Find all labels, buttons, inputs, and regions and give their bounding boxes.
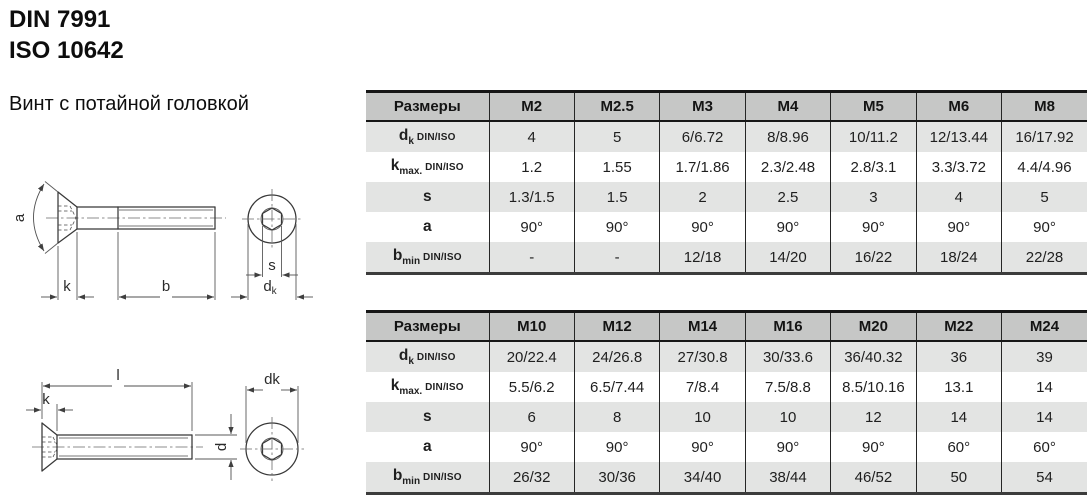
value-cell: 1.3/1.5 [489,182,574,212]
value-cell: 7/8.4 [660,372,745,402]
value-cell: 5.5/6.2 [489,372,574,402]
length-label: l [116,367,120,384]
value-cell: 46/52 [831,462,916,494]
value-cell: 4 [916,182,1001,212]
value-cell: 22/28 [1002,242,1087,274]
table-row [366,242,1087,274]
screw-side-view [26,367,237,480]
value-cell: 16/22 [831,242,916,274]
size-column-header: M22 [916,312,1001,342]
value-cell: 16/17.92 [1002,121,1087,152]
size-column-header: M12 [574,312,659,342]
size-column-header: M24 [1002,312,1087,342]
value-cell: 1.7/1.86 [660,152,745,182]
value-cell: 3.3/3.72 [916,152,1001,182]
value-cell: 38/44 [745,462,830,494]
value-cell: 6 [489,402,574,432]
value-cell: 2.8/3.1 [831,152,916,182]
value-cell: 30/33.6 [745,341,830,372]
row-label: $k_{max.}$ DIN/ISO [366,372,489,402]
value-cell: 12 [831,402,916,432]
table-row [366,182,1087,212]
value-cell: 5 [574,121,659,152]
socket-width-label: s [268,257,276,274]
size-column-header: M2 [489,92,574,122]
value-cell: 90° [745,212,830,242]
size-column-header: M5 [831,92,916,122]
value-cell: 27/30.8 [660,341,745,372]
value-cell: 6.5/7.44 [574,372,659,402]
b-dimension [118,232,215,300]
value-cell: 1.55 [574,152,659,182]
dimension-table [366,310,1087,495]
row-label: $k_{max.}$ DIN/ISO [366,152,489,182]
head-height-label: k [63,278,71,295]
value-cell: 6/6.72 [660,121,745,152]
head-dia-label: $d_k$ [263,278,277,297]
product-name: Винт с потайной головкой [9,93,249,115]
value-cell: 36/40.32 [831,341,916,372]
value-cell: 8.5/10.16 [831,372,916,402]
table-row [366,341,1087,372]
thread-length-label: b [161,278,171,295]
value-cell: 2.5 [745,182,830,212]
row-label: $d_k$ DIN/ISO [366,341,489,372]
value-cell: 30/36 [574,462,659,494]
value-cell: 60° [1002,432,1087,462]
dimension-table-m2-m8 [366,90,1087,275]
k-dimension [26,391,73,431]
table-row [366,212,1087,242]
row-label-header: Размеры [366,92,489,122]
value-cell: 90° [489,212,574,242]
value-cell: 4 [489,121,574,152]
value-cell: 90° [574,432,659,462]
value-cell: 10/11.2 [831,121,916,152]
screw-drawing-bottom [0,358,360,498]
value-cell: 60° [916,432,1001,462]
value-cell: 54 [1002,462,1087,494]
head-height-label: k [42,391,50,408]
title-block [9,4,249,116]
screw-end-view [240,371,304,481]
value-cell: 14 [1002,402,1087,432]
value-cell: 12/18 [660,242,745,274]
row-label: $b_{min}$ DIN/ISO [366,242,489,274]
value-cell: 90° [660,432,745,462]
value-cell: 90° [831,432,916,462]
value-cell: 1.5 [574,182,659,212]
value-cell: 90° [489,432,574,462]
dimension-table [366,90,1087,275]
value-cell: 39 [1002,341,1087,372]
value-cell: 20/22.4 [489,341,574,372]
table-row [366,462,1087,494]
value-cell: 34/40 [660,462,745,494]
value-cell: 10 [745,402,830,432]
standard-din: DIN 7991 [9,6,111,33]
screw-drawing-top [0,160,360,305]
value-cell: 18/24 [916,242,1001,274]
size-column-header: M16 [745,312,830,342]
value-cell: 90° [745,432,830,462]
table-row [366,402,1087,432]
table-row [366,152,1087,182]
value-cell: 8 [574,402,659,432]
row-label: $b_{min}$ DIN/ISO [366,462,489,494]
standard-iso: ISO 10642 [9,37,124,64]
dia-label: d [213,442,230,452]
angle-dimension [11,182,58,254]
value-cell: 7.5/8.8 [745,372,830,402]
value-cell: 4.4/4.96 [1002,152,1087,182]
dimension-table-m10-m24 [366,310,1087,495]
value-cell: 13.1 [916,372,1001,402]
value-cell: 24/26.8 [574,341,659,372]
value-cell: - [489,242,574,274]
row-label: s [366,182,489,212]
table-row [366,372,1087,402]
value-cell: 10 [660,402,745,432]
head-dia-label: dk [264,371,280,388]
value-cell: 26/32 [489,462,574,494]
value-cell: 14/20 [745,242,830,274]
value-cell: 90° [831,212,916,242]
size-column-header: M3 [660,92,745,122]
row-label: s [366,402,489,432]
size-column-header: M8 [1002,92,1087,122]
table-row [366,432,1087,462]
row-label-header: Размеры [366,312,489,342]
value-cell: 5 [1002,182,1087,212]
size-column-header: M6 [916,92,1001,122]
size-column-header: M4 [745,92,830,122]
l-dimension [42,367,192,431]
value-cell: 90° [574,212,659,242]
value-cell: 90° [660,212,745,242]
value-cell: 12/13.44 [916,121,1001,152]
size-column-header: M2.5 [574,92,659,122]
value-cell: 36 [916,341,1001,372]
value-cell: - [574,242,659,274]
value-cell: 90° [916,212,1001,242]
row-label: $d_k$ DIN/ISO [366,121,489,152]
value-cell: 90° [1002,212,1087,242]
angle-label: a [11,213,28,223]
value-cell: 50 [916,462,1001,494]
value-cell: 3 [831,182,916,212]
table-row [366,121,1087,152]
row-label: a [366,432,489,462]
value-cell: 2 [660,182,745,212]
k-dimension [41,232,94,300]
size-column-header: M20 [831,312,916,342]
size-column-header: M10 [489,312,574,342]
screw-side-view [11,182,226,301]
value-cell: 8/8.96 [745,121,830,152]
value-cell: 14 [916,402,1001,432]
size-column-header: M14 [660,312,745,342]
screw-end-view [231,189,313,300]
row-label: a [366,212,489,242]
value-cell: 1.2 [489,152,574,182]
value-cell: 2.3/2.48 [745,152,830,182]
value-cell: 14 [1002,372,1087,402]
